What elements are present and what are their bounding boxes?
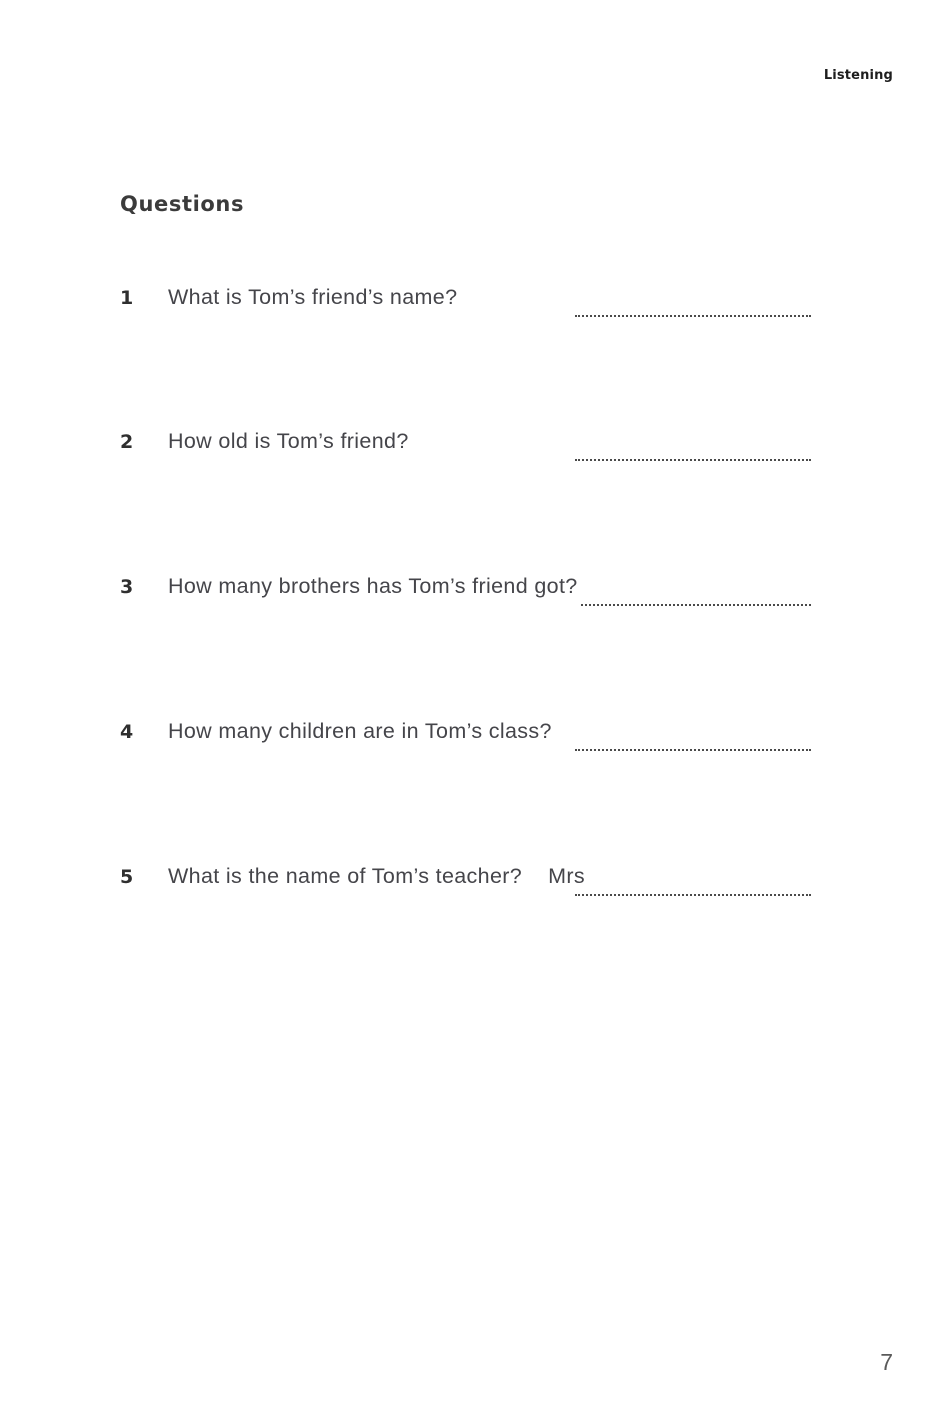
question-text: What is the name of Tom’s teacher? [168, 864, 523, 888]
question-text: How many children are in Tom’s class? [168, 719, 552, 743]
question-text: What is Tom’s friend’s name? [168, 285, 458, 309]
question-row [120, 287, 820, 331]
answer-line[interactable] [581, 604, 811, 606]
question-text: How old is Tom’s friend? [168, 429, 409, 453]
page-number: 7 [880, 1349, 893, 1375]
answer-line[interactable] [575, 315, 811, 317]
question-number: 2 [120, 431, 134, 453]
question-number: 1 [120, 287, 134, 309]
answer-line[interactable] [575, 894, 811, 896]
question-row [120, 866, 820, 910]
section-heading-questions: Questions [120, 192, 245, 216]
question-number: 5 [120, 866, 134, 888]
question-row [120, 431, 820, 475]
question-number: 4 [120, 721, 134, 743]
question-text: How many brothers has Tom’s friend got? [168, 574, 578, 598]
answer-line[interactable] [575, 749, 811, 751]
question-row [120, 576, 820, 620]
question-row [120, 721, 820, 765]
answer-prefix-mrs: Mrs [548, 864, 585, 888]
answer-line[interactable] [575, 459, 811, 461]
question-number: 3 [120, 576, 134, 598]
running-header-listening: Listening [823, 68, 893, 83]
